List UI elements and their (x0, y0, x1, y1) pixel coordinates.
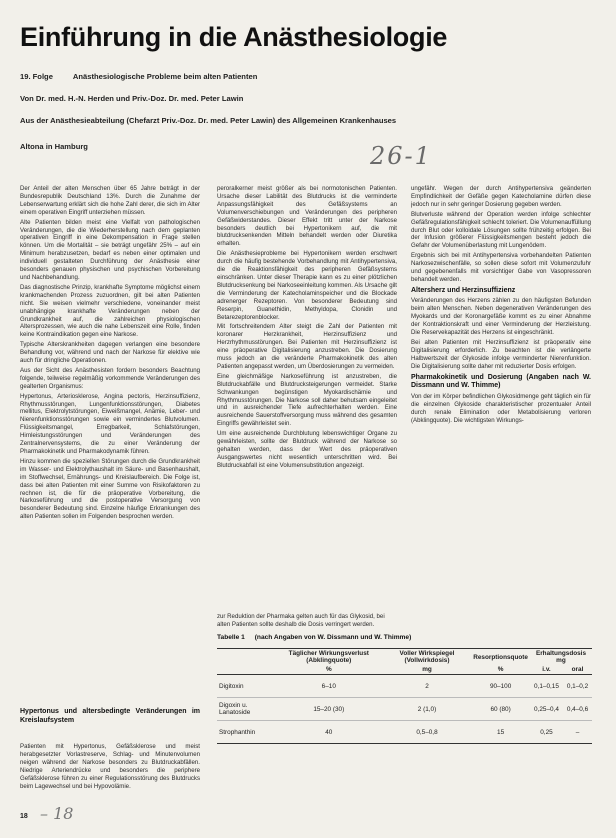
table-cell: 15–20 (30) (275, 698, 383, 721)
table-cell: – (563, 721, 592, 744)
paragraph: ungefähr. Wegen der durch Antihypertensiva geänderten Empfindlichkeit der Gefäße gegen Katecholamine dürfen diese jedoch nur in sehr geringer Dosierung gegeben werden. (411, 185, 591, 208)
paragraph: peroralkerner meist größer als bei normotonischen Patienten. Ursache dieser Labilität des Blutdrucks ist die verminderte Anpassungsfähigkeit des Gefäßsystems an Volumenverschiebungen und Veränderungen des peripheren Gefäßwiderstandes. Dieser Effekt tritt unter der Narkose besonders deutlich bei Hypertonikern auf, die mit blutdrucksenkenden Mitteln behandelt werden oder Diuretika erhalten. (217, 185, 397, 248)
paragraph: Hinzu kommen die speziellen Störungen durch die Grundkrankheit im Wasser- und Elektrolythaushalt im Säure- und Basenhaushalt, im Stoffwechsel, Ernährungs- und Kreislaufbereich. Die Folge ist, dass bei alten Patienten mit einer Summe von Risikofaktoren zu rechnen ist, die für die präoperative Vorbereitung, die Narkoseführung und die postoperative Versorgung von besonderer Bedeutung sind. Einzelne häufige Erkrankungen des alten Patienten sollen im Folgenden besprochen werden. (20, 457, 200, 521)
table-row (217, 698, 592, 721)
table-cell: 0,25 (530, 721, 563, 744)
glycoside-table (217, 648, 592, 744)
table-cell: Digitoxin (217, 675, 275, 698)
section-heading: Pharmakokinetik und Dosierung (Angaben nach W. Dissmann und W. Thimme) (411, 373, 591, 390)
table-header-cell (217, 665, 275, 675)
paragraph: Der Anteil der alten Menschen über 65 Jahre beträgt in der Bundesrepublik Deutschland 13%. Durch die Zunahme der Lebenserwartung erklärt sich die hohe Zahl derer, die sich im Alter einem operativen Eingriff unterziehen müssen. (20, 185, 200, 216)
table-cell: 0,1–0,2 (563, 675, 592, 698)
paragraph: Mit fortschreitendem Alter steigt die Zahl der Patienten mit koronarer Herzkrankheit, Herzinsuffizienz und Herzrhythmusstörungen. Bei Patienten mit Herzinsuffizienz ist eine präoperative Digitalisierung anzustreben. Die Dosierung muss jedoch an die veränderte Pharmakokinetik des alten Patienten angepasst werden, um Überdosierungen zu vermeiden. (217, 323, 397, 370)
table-header-cell: Täglicher Wirkungsverlust (Abklingquote) (275, 649, 383, 666)
table-cell: 2 (1,0) (383, 698, 472, 721)
series-topic: Anästhesiologische Probleme beim alten Patienten (72, 72, 258, 81)
paragraph: Typische Alterskrankheiten dagegen verlangen eine besondere Behandlung vor, während und nach der Narkose für elektive wie auch für dringliche Operationen. (20, 341, 200, 365)
table-row (217, 721, 592, 744)
table-cell: 0,5–0,8 (383, 721, 472, 744)
paragraph: Bei alten Patienten mit Herzinsuffizienz ist präoperativ eine Digitalisierung erforderlich. Zu beachten ist die verlängerte Halbwertszeit der Glykoside infolge verminderter Nierenfunktion. Die Digitalisierung sollte daher mit reduzierter Dosis erfolgen. (411, 339, 591, 370)
series-line (20, 72, 257, 81)
paragraph: zur Reduktion der Pharmaka gelten auch für das Glykosid, bei alten Patienten sollte deshalb die Dosis verringert werden. (217, 613, 385, 628)
table-header-cell: % (471, 665, 530, 675)
table-cell: 0,4–0,6 (563, 698, 592, 721)
text-column-2 (217, 185, 397, 613)
paragraph: Um eine ausreichende Durchblutung lebenswichtiger Organe zu gewährleisten, sollte der Blutdruck während der Narkose so gehalten werden, dass der Wert des präoperativen Ausgangswertes nicht wesentlich unterschritten wird. Bei Blutdruckabfall ist eine Volumensubstitution angezeigt. (217, 430, 397, 469)
series-number: 19. Folge (20, 72, 53, 81)
table-header-cell: mg (383, 665, 472, 675)
table-row (217, 675, 592, 698)
table-cell: 60 (80) (471, 698, 530, 721)
handwritten-page-number: – 18 (40, 804, 74, 823)
handwritten-note: 26-1 (370, 142, 432, 170)
paragraph: Die Anästhesieprobleme bei Hypertonikern werden erschwert durch die häufig bestehende Vorbehandlung mit Antihypertensiva, die die Reaktionsfähigkeit des peripheren Gefäßsystems einschränken. Unter dieser Therapie kann es zu einer plötzlichen Blutdrucksenkung bei Narkoseeinleitung kommen. Als Ursache gilt die Verminderung der Katecholaminspeicher und die Blockade adrenerger Rezeptoren. Von besonderer Bedeutung sind Reserpin, Guanethidin, Methyldopa, Clonidin und Betarezeptorenblocker. (217, 250, 397, 321)
paragraph: Hypertonus, Arteriosklerose, Angina pectoris, Herzinsuffizienz, Rhythmusstörungen, Lungenfunktionsstörungen, Diabetes mellitus, Elektrolytstörungen, Eiweißmangel, Anämie, Leber- und Nierenfunktionsstörungen sowie ein vermindertes Blutvolumen. Flüssigkeitsmangel, Erregbarkeit, Schlafstörungen, Hirnleistungsstörungen und Veränderungen des Zentralnervensystems, die zu einer Veränderung der Pharmakokinetik und Pharmakodynamik führen. (20, 392, 200, 455)
paragraph: Von der im Körper befindlichen Glykosidmenge geht täglich ein für die einzelnen Glykoside charakteristischer prozentualer Anteil durch renale Elimination oder Metabolisierung verloren (Abklingquote). Die wichtigsten Wirkungs- (411, 392, 591, 424)
authors-line: Von Dr. med. H.-N. Herden und Priv.-Doz. Dr. med. Peter Lawin (20, 94, 244, 103)
table-cell: 90–100 (471, 675, 530, 698)
table-cell: Digoxin u. Lanatoside (217, 698, 275, 721)
text-column-1 (20, 185, 200, 813)
table-header-cell: Resorptionsquote (471, 649, 530, 666)
text-column-3 (411, 185, 591, 605)
paragraph: Aus der Sicht des Anästhesisten fordern besonders Beachtung folgende, teilweise regelmäßig vorkommende Veränderungen des gealterten Organismus: (20, 366, 200, 390)
table-cell: 15 (471, 721, 530, 744)
institution-line: Aus der Anästhesieabteilung (Chefarzt Priv.-Doz. Dr. med. Peter Lawin) des Allgemeinen Krankenhauses (20, 116, 397, 125)
paragraph: Veränderungen des Herzens zählen zu den häufigsten Befunden beim alten Menschen. Neben degenerativen Veränderungen des Myokards und der Koronargefäße kommt es zu einer Abnahme der Kontraktionskraft und einer Verminderung der Herzleistung. Die Reservekapazität des Herzens ist eingeschränkt. (411, 297, 591, 337)
table-cell: Strophanthin (217, 721, 275, 744)
location-line: Altona in Hamburg (20, 142, 88, 151)
page-number: 18 (20, 813, 28, 820)
table-cell: 6–10 (275, 675, 383, 698)
table-cell: 2 (383, 675, 472, 698)
table-header-cell (217, 649, 275, 666)
paragraph: Blutverluste während der Operation werden infolge schlechter Gefäßregulationsfähigkeit schlecht toleriert. Die Volumenauffüllung durch Blut oder kolloidale Lösungen sollte frühzeitig erfolgen. Bei der Infusion größerer Flüssigkeitsmengen besteht jedoch die Gefahr der Volumenüberlastung mit Lungenödem. (411, 210, 591, 250)
table-caption-text: (nach Angaben von W. Dissmann und W. Thimme) (254, 634, 412, 641)
table-header-cell: i.v. (530, 665, 563, 675)
article-title: Einführung in die Anästhesiologie (20, 22, 448, 52)
table-caption (217, 634, 411, 641)
paragraph: Patienten mit Hypertonus, Gefäßsklerose und meist herabgesetzter Vorlastreserve, Schlag- und Minutenvolumen neigen während der Narkose besonders zu Blutdruckabfällen. Niedrige Arteriendrücke und besonders die periphere Gefäßsklerose führen zu einer Regulationsstörung des Blutdrucks beim Lagewechsel und bei Hypovolämie. (20, 743, 200, 790)
table-header-cell: Voller Wirkspiegel (Vollwirkdosis) (383, 649, 472, 666)
paragraph: Eine gleichmäßige Narkoseführung ist anzustreben, die Blutdruckabfälle und Blutdrucksteigerungen vermeidet. Starke Schwankungen begünstigen Myokardischämie und Rhythmusstörungen. Die Narkose soll daher behutsam eingeleitet und in ausreichender Tiefe aufrechterhalten werden. Eine ausreichende Sauerstoffversorgung muss während des gesamten Eingriffs gewährleistet sein. (217, 372, 397, 428)
table-header-cell: % (275, 665, 383, 675)
section-heading: Hypertonus und altersbedingte Veränderungen im Kreislaufsystem (20, 708, 200, 724)
column-1-body (20, 185, 200, 697)
section-heading: Altersherz und Herzinsuffizienz (411, 286, 516, 294)
paragraph: Ergebnis sich bei mit Antihypertensiva vorbehandelten Patienten Narkosezwischenfälle, so sollen diese sofort mit Volumenzufuhr und gegebenenfalls mit vorsichtiger Gabe von Vasopressoren behandelt werden. (411, 252, 591, 283)
table-header-cell: oral (563, 665, 592, 675)
table-header-cell: Erhaltungsdosis mg (530, 649, 592, 666)
table-label: Tabelle 1 (217, 634, 245, 641)
table-cell: 0,1–0,15 (530, 675, 563, 698)
table-cell: 40 (275, 721, 383, 744)
paragraph: Alte Patienten bilden meist eine Vielfalt von pathologischen Veränderungen, die die Wiederherstellung nach dem geplanten operativen Eingriff in eine Dekompensation in Frage stellen können. Um die Mortalität – sie beträgt ungefähr 25% – auf ein Minimum herabzusetzen, bedarf es neben einer optimalen und individuell gestalteten Durchführung der Anästhesie einer besonders genauen physischen und psychischen Vorbereitung und Nachbehandlung. (20, 218, 200, 281)
table-cell: 0,25–0,4 (530, 698, 563, 721)
paragraph: Das diagnostische Prinzip, krankhafte Symptome möglichst einem krankmachenden Prozess zuzuordnen, gilt bei alten Patienten nicht. Sie weisen vielmehr verschiedene, voneinander meist unabhängige krankhafte Veränderungen neben der Grundkrankheit auf, die zahlreichen physiologischen Altersprozessen, wie auch die nahe Lebenszeit eine Rolle, finden keine Kontraindikation gegen eine Narkose. (20, 283, 200, 339)
